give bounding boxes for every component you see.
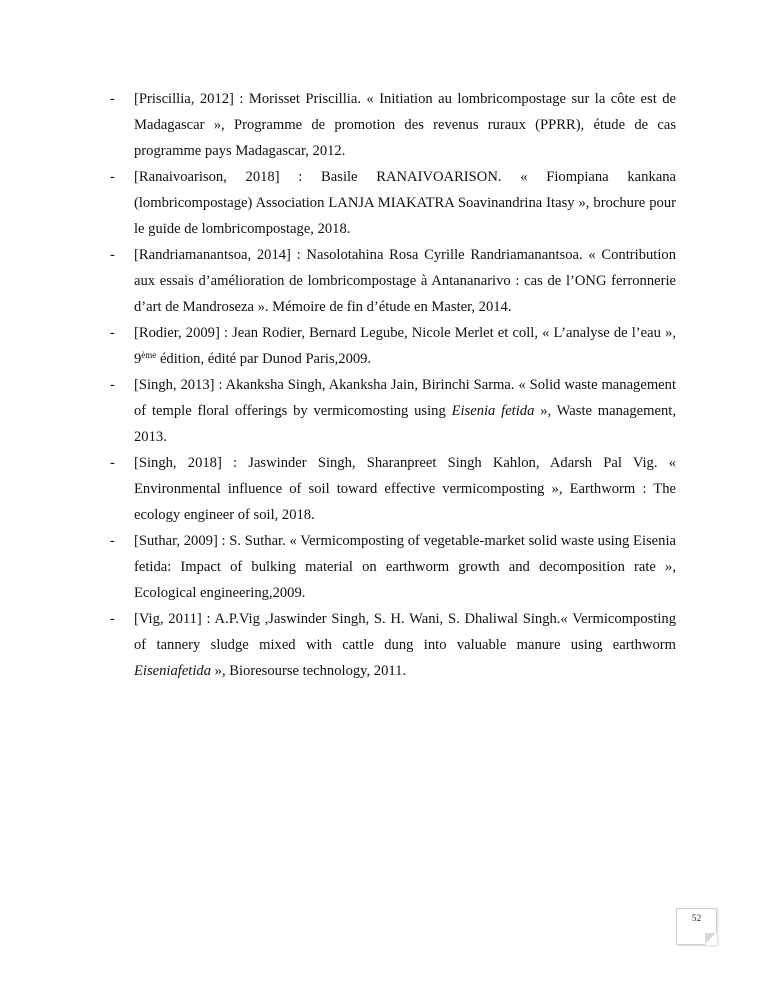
superscript-text: ème bbox=[141, 350, 157, 360]
reference-text: [Suthar, 2009] : S. Suthar. « Vermicomposting of vegetable-market solid waste using Eisenia fetida: Impact of bulking material on earthworm growth and decomposition rate », Ecological engineering,2009. bbox=[134, 533, 676, 601]
reference-item bbox=[110, 450, 676, 528]
species-name-italic: Eisenia fetida bbox=[451, 403, 535, 419]
reference-text: [Ranaivoarison, 2018] : Basile RANAIVOARISON. « Fiompiana kankana (lombricompostage) Association LANJA MIAKATRA Soavinandrina Itasy », brochure pour le guide de lombricompostage, 2018. bbox=[134, 169, 676, 237]
list-bullet: - bbox=[110, 169, 115, 185]
reference-text-continued: édition, édité par Dunod Paris,2009. bbox=[156, 351, 372, 367]
reference-item bbox=[110, 606, 676, 684]
reference-text: [Singh, 2013] : Akanksha Singh, Akanksha Jain, Birinchi Sarma. « Solid waste management of temple floral offerings by vermicomosting using bbox=[134, 377, 676, 419]
list-bullet: - bbox=[110, 247, 115, 263]
reference-text-continued: », Waste management, 2013. bbox=[134, 403, 676, 445]
reference-text: [Rodier, 2009] : Jean Rodier, Bernard Legube, Nicole Merlet et coll, « L’analyse de l’eau », 9 bbox=[134, 325, 676, 367]
list-bullet: - bbox=[110, 91, 115, 107]
reference-list bbox=[110, 86, 676, 684]
page-number-box bbox=[676, 908, 717, 945]
reference-item bbox=[110, 320, 676, 372]
reference-text-continued: », Bioresourse technology, 2011. bbox=[211, 663, 407, 679]
reference-text: [Priscillia, 2012] : Morisset Priscillia. « Initiation au lombricompostage sur la côte est de Madagascar », Programme de promotion des revenus ruraux (PPRR), étude de cas programme pays Madagascar, 2012. bbox=[134, 91, 676, 159]
reference-text: [Vig, 2011] : A.P.Vig ,Jaswinder Singh, S. H. Wani, S. Dhaliwal Singh.« Vermicomposting of tannery sludge mixed with cattle dung into valuable manure using earthworm bbox=[134, 611, 676, 653]
reference-item bbox=[110, 242, 676, 320]
reference-text: [Singh, 2018] : Jaswinder Singh, Sharanpreet Singh Kahlon, Adarsh Pal Vig. « Environmental influence of soil toward effective vermicomposting », Earthworm : The ecology engineer of soil, 2018. bbox=[134, 455, 676, 523]
list-bullet: - bbox=[110, 325, 115, 341]
page-number: 52 bbox=[691, 914, 702, 924]
list-bullet: - bbox=[110, 455, 115, 471]
list-bullet: - bbox=[110, 533, 115, 549]
species-name-italic: Eiseniafetida bbox=[134, 663, 212, 679]
reference-text: [Randriamanantsoa, 2014] : Nasolotahina Rosa Cyrille Randriamanantsoa. « Contribution aux essais d’amélioration de lombricompostage à Antananarivo : cas de l’ONG ferronnerie d’art de Mandroseza ». Mémoire de fin d’étude en Master, 2014. bbox=[134, 247, 676, 315]
page-curl-shade bbox=[705, 933, 716, 944]
reference-item bbox=[110, 528, 676, 606]
reference-item bbox=[110, 164, 676, 242]
reference-item bbox=[110, 86, 676, 164]
list-bullet: - bbox=[110, 377, 115, 393]
reference-item bbox=[110, 372, 676, 450]
list-bullet: - bbox=[110, 611, 115, 627]
